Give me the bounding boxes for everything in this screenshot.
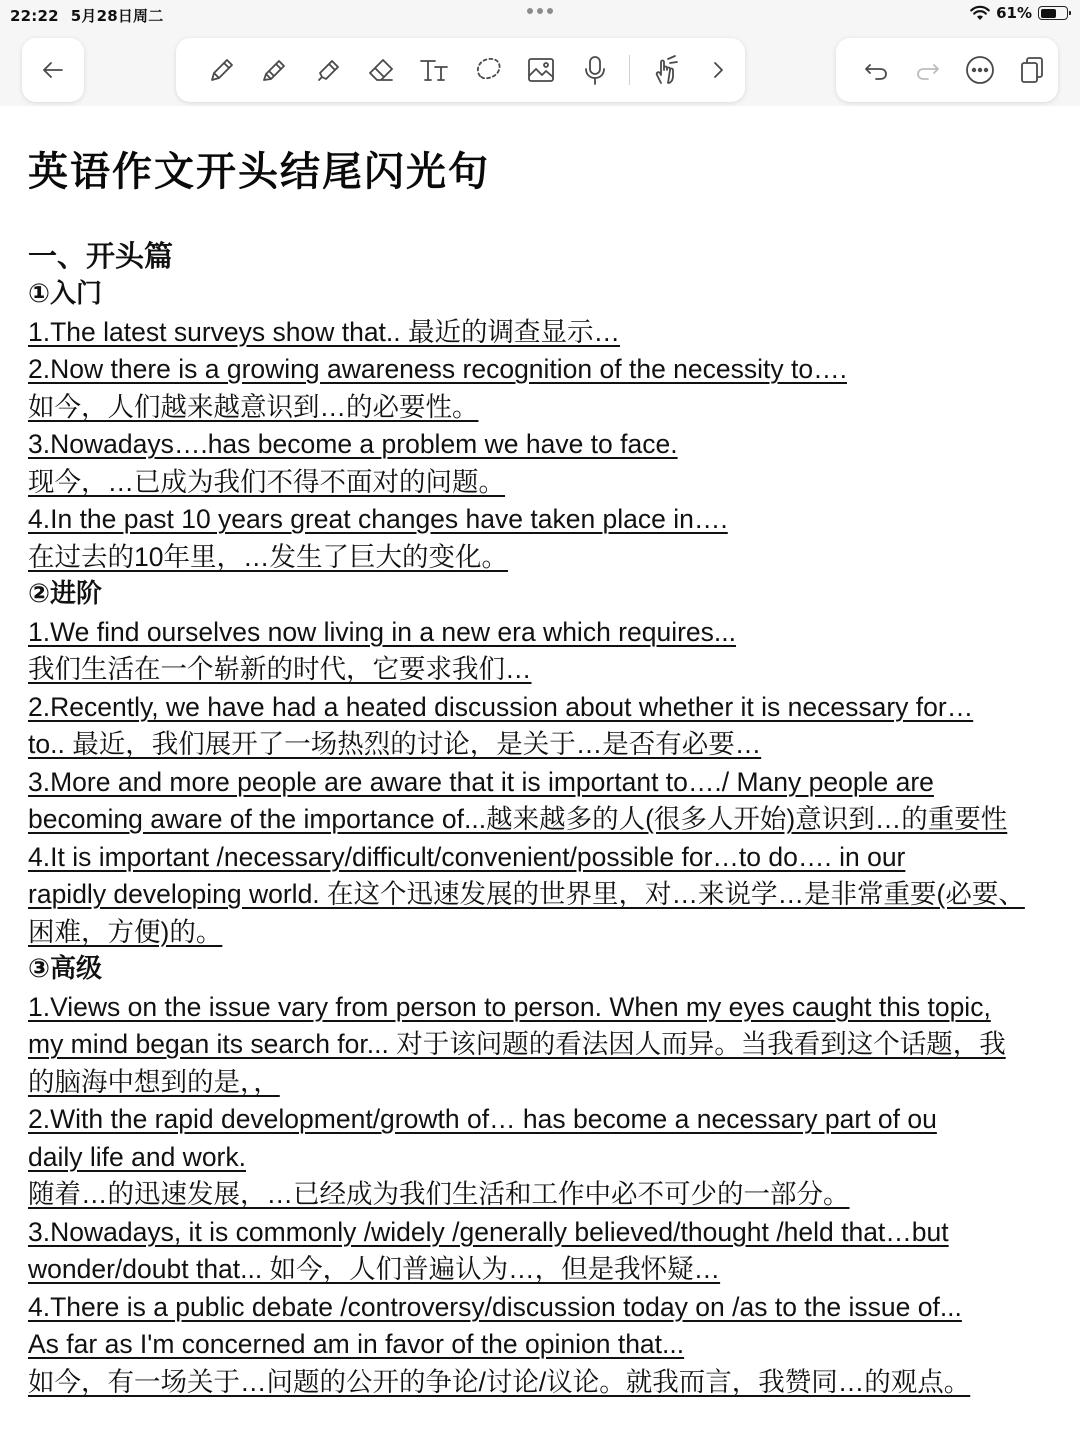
back-arrow-icon — [36, 53, 70, 87]
drawing-tools-pill — [176, 38, 745, 102]
sentence-text: As far as I'm concerned am in favor of the opinion that... — [28, 1329, 685, 1359]
sentence-line — [28, 614, 1068, 652]
sentence-line — [28, 1214, 1068, 1252]
status-date: 5月28日周二 — [70, 7, 164, 25]
sentence-text: daily life and work. — [28, 1141, 246, 1172]
more-options-button[interactable] — [954, 43, 1006, 97]
sentence-text: 1.We find ourselves now living in a new era which requires... — [28, 616, 736, 647]
microphone-icon — [578, 53, 612, 87]
sentence-text: 我们生活在一个崭新的时代，它要求我们… — [28, 654, 532, 684]
sentence-line — [28, 764, 1068, 802]
sentence-text: 1.The latest surveys show that.. 最近的调查显示… — [28, 316, 621, 347]
sentence-text: 现今，…已成为我们不得不面对的问题。 — [28, 466, 505, 497]
sentence-text: 3.Nowadays….has become a problem we have to face. — [28, 429, 678, 459]
image-icon — [524, 53, 558, 87]
sentence-text: 的脑海中想到的是，， — [28, 1066, 280, 1097]
sentence-text: to.. 最近，我们展开了一场热烈的讨论，是关于…是否有必要… — [28, 729, 762, 759]
sentence-line — [28, 1101, 1068, 1139]
sentence-text: 随着…的迅速发展，…已经成为我们生活和工作中必不可少的一部分。 — [28, 1179, 850, 1209]
back-button[interactable] — [26, 43, 80, 97]
pen-icon — [204, 53, 238, 87]
sentence-line — [28, 689, 1068, 727]
page-title: 英语作文开头结尾闪光句 — [28, 149, 490, 195]
status-time: 22:22 — [10, 7, 59, 25]
sentence-line — [28, 1289, 1068, 1327]
pages-icon — [1015, 53, 1049, 87]
sentence-line — [28, 1026, 1068, 1064]
sentence-line — [28, 1176, 1068, 1214]
sentence-line — [28, 801, 1068, 839]
note-page — [28, 110, 1068, 1401]
beginner-sentences — [28, 314, 1068, 577]
sentence-line — [28, 539, 1068, 577]
battery-icon — [1038, 6, 1068, 20]
battery-percent: 61% — [996, 4, 1032, 22]
eraser-icon — [364, 53, 398, 87]
status-left — [10, 5, 175, 26]
pen-tool-button[interactable] — [194, 43, 247, 97]
sentence-text: 如今，人们越来越意识到…的必要性。 — [28, 391, 479, 422]
status-bar — [0, 0, 1080, 30]
touch-mode-button[interactable] — [638, 43, 691, 97]
sentence-line — [28, 1251, 1068, 1289]
sentence-text: 3.More and more people are aware that it is important to…./ Many people are — [28, 766, 934, 797]
sentence-text: 在过去的10年里，…发生了巨大的变化。 — [28, 541, 508, 572]
subheading-intermediate: ②进阶 — [28, 579, 103, 609]
status-right — [970, 4, 1068, 22]
subheading-beginner: ①入门 — [28, 279, 103, 309]
multitasking-dots-icon[interactable] — [527, 8, 553, 14]
intermediate-sentences — [28, 614, 1068, 952]
sentence-line — [28, 876, 1068, 914]
sentence-text: 2.Now there is a growing awareness recognition of the necessity to…. — [28, 354, 847, 384]
sentence-line — [28, 426, 1068, 464]
sentence-text: 2.With the rapid development/growth of… has become a necessary part of ou — [28, 1104, 937, 1134]
redo-icon — [911, 53, 945, 87]
more-tools-button[interactable] — [692, 43, 745, 97]
undo-button[interactable] — [850, 43, 902, 97]
actions-pill — [836, 38, 1058, 102]
sentence-line — [28, 1364, 1068, 1402]
subheading-advanced: ③高级 — [28, 954, 103, 984]
more-icon — [963, 53, 997, 87]
text-tool-button[interactable] — [408, 43, 461, 97]
sentence-text: 4.There is a public debate /controversy/discussion today on /as to the issue of... — [28, 1291, 962, 1322]
sentence-line — [28, 989, 1068, 1027]
section-heading-opening: 一、开头篇 — [28, 239, 174, 273]
sentence-text: 2.Recently, we have had a heated discussion about whether it is necessary for… — [28, 691, 974, 722]
sentence-line — [28, 389, 1068, 427]
sentence-text: 3.Nowadays, it is commonly /widely /generally believed/thought /held that…but — [28, 1216, 949, 1247]
sentence-text: 4.It is important /necessary/difficult/convenient/possible for…to do…. in our — [28, 841, 906, 872]
undo-icon — [859, 53, 893, 87]
sentence-line — [28, 726, 1068, 764]
redo-button[interactable] — [902, 43, 954, 97]
text-tool-icon — [417, 53, 451, 87]
toolbar-separator — [629, 55, 630, 85]
sentence-line — [28, 501, 1068, 539]
wifi-icon — [970, 5, 990, 21]
sentence-line — [28, 1326, 1068, 1364]
sentence-line — [28, 651, 1068, 689]
lasso-icon — [471, 53, 505, 87]
sentence-text: 4.In the past 10 years great changes have taken place in…. — [28, 504, 728, 534]
sentence-line — [28, 464, 1068, 502]
sentence-text: 如今，有一场关于…问题的公开的争论/讨论/议论。就我而言，我赞同…的观点。 — [28, 1366, 971, 1397]
sentence-text: becoming aware of the importance of...越来越多的人(很多人开始)意识到…的重要性 — [28, 804, 1008, 834]
sentence-text: my mind began its search for... 对于该问题的看法因人而异。当我看到这个话题，我 — [28, 1029, 1006, 1059]
eraser-tool-button[interactable] — [354, 43, 407, 97]
sentence-line — [28, 351, 1068, 389]
sentence-line — [28, 839, 1068, 877]
highlighter-icon — [311, 53, 345, 87]
sentence-line — [28, 314, 1068, 352]
sentence-text: 1.Views on the issue vary from person to person. When my eyes caught this topic, — [28, 991, 991, 1022]
pencil-tool-button[interactable] — [247, 43, 300, 97]
lasso-tool-button[interactable] — [461, 43, 514, 97]
pencil-icon — [257, 53, 291, 87]
microphone-button[interactable] — [568, 43, 621, 97]
back-pill — [22, 38, 84, 102]
sentence-text: rapidly developing world. 在这个迅速发展的世界里，对…来说学…是非常重要(必要、 — [28, 879, 1025, 909]
highlighter-tool-button[interactable] — [301, 43, 354, 97]
image-tool-button[interactable] — [514, 43, 567, 97]
sentence-line — [28, 1139, 1068, 1177]
sentence-text: 困难，方便)的。 — [28, 916, 223, 947]
sentence-text: wonder/doubt that... 如今，人们普遍认为…，但是我怀疑… — [28, 1254, 721, 1284]
advanced-sentences — [28, 989, 1068, 1402]
pages-button[interactable] — [1006, 43, 1058, 97]
chevron-right-icon — [701, 53, 735, 87]
sentence-line — [28, 1064, 1068, 1102]
sentence-line — [28, 914, 1068, 952]
battery-level-fill — [1041, 9, 1056, 18]
touch-hand-icon — [648, 53, 682, 87]
